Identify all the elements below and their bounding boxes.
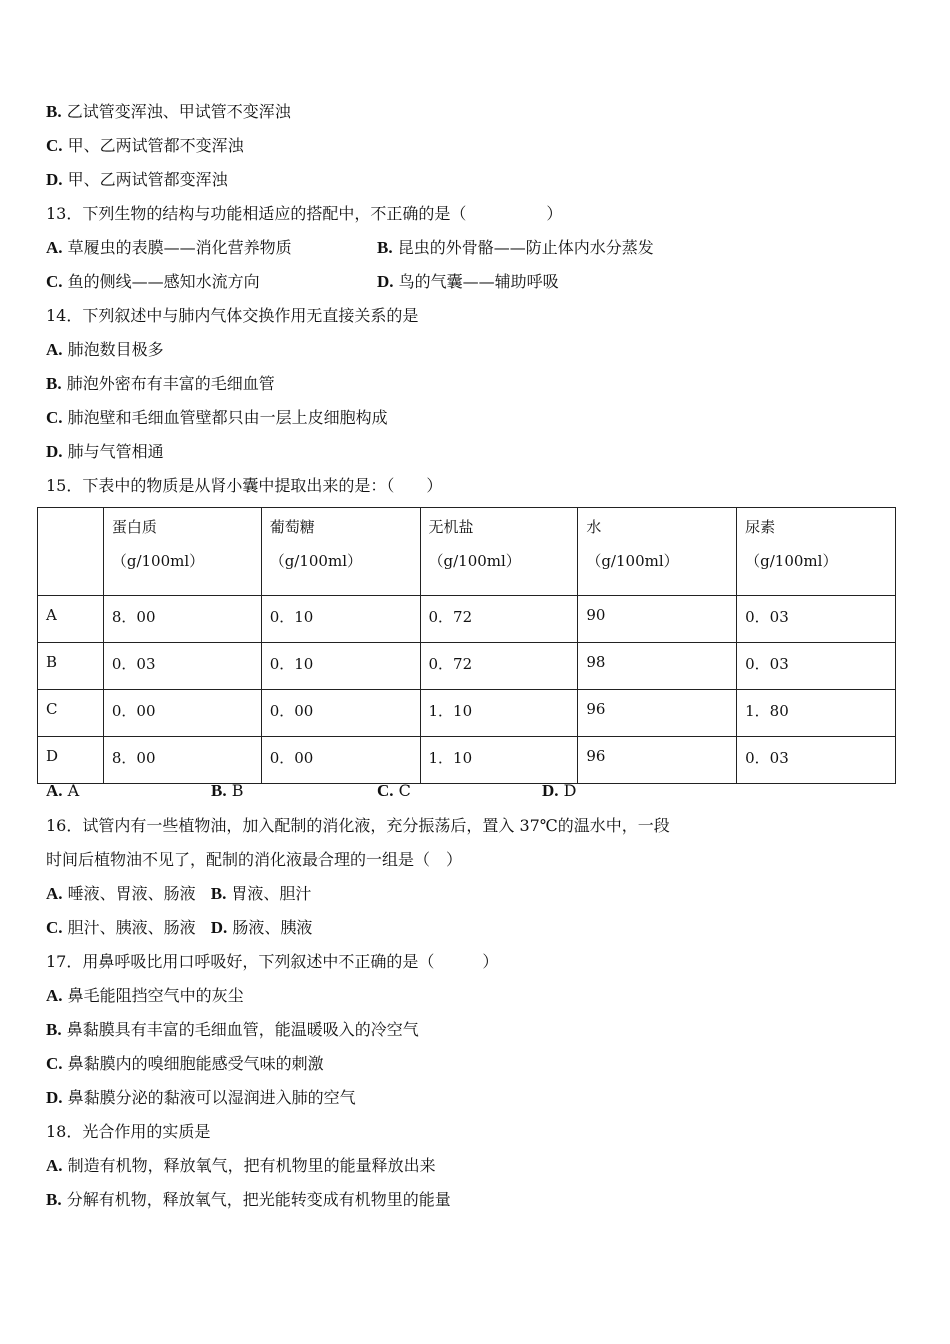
q16-stem-line2: 时间后植物油不见了，配制的消化液最合理的一组是（ ）	[46, 850, 463, 869]
option-text: 昆虫的外骨骼——防止体内水分蒸发	[397, 238, 654, 257]
option-text: 肠液、胰液	[232, 918, 313, 937]
q13-option-b	[377, 237, 654, 259]
q15-option-c	[377, 780, 411, 802]
q14-option-c	[46, 407, 388, 429]
option-letter: C.	[46, 1054, 63, 1073]
option-text: 肺泡壁和毛细血管壁都只由一层上皮细胞构成	[67, 408, 388, 427]
option-text: 制造有机物，释放氧气，把有机物里的能量释放出来	[67, 1156, 436, 1175]
table-cell: 0．03	[737, 596, 896, 643]
option-text: C	[398, 781, 411, 800]
table-cell: 96	[578, 690, 737, 737]
table-cell: C	[38, 690, 104, 737]
table-header-cell: 水 （g/100ml）	[578, 508, 737, 596]
table-cell: B	[38, 643, 104, 690]
option-text: 鱼的侧线——感知水流方向	[67, 272, 260, 291]
q17-stem: 17．用鼻呼吸比用口呼吸好，下列叙述中不正确的是（ ）	[46, 952, 499, 971]
q18-option-a	[46, 1155, 436, 1177]
option-letter: A.	[46, 1156, 63, 1175]
q17-option-b	[46, 1019, 419, 1041]
q12-option-b	[46, 101, 291, 123]
q14-option-d	[46, 441, 164, 463]
option-letter: A.	[46, 340, 63, 359]
q16-options-row1	[46, 883, 311, 905]
option-text: D	[563, 781, 577, 800]
option-letter: B.	[46, 1020, 62, 1039]
option-text: 胃液、胆汁	[231, 884, 312, 903]
q15-option-a	[46, 780, 79, 802]
table-cell: 0．10	[261, 596, 420, 643]
q13-stem: 13．下列生物的结构与功能相适应的搭配中，不正确的是（ ）	[46, 204, 563, 223]
table-cell: 1．10	[420, 737, 578, 784]
q18-stem: 18．光合作用的实质是	[46, 1122, 211, 1141]
option-text: 分解有机物，释放氧气，把光能转变成有机物里的能量	[66, 1190, 451, 1209]
q12-option-c	[46, 135, 244, 157]
option-letter: B.	[210, 884, 227, 903]
table-header-cell: 葡萄糖 （g/100ml）	[261, 508, 420, 596]
option-letter: D.	[542, 781, 559, 800]
option-letter: B.	[46, 1190, 62, 1209]
option-text: 乙试管变浑浊、甲试管不变浑浊	[66, 102, 291, 121]
option-letter: C.	[377, 781, 394, 800]
q14-option-b	[46, 373, 275, 395]
q16-stem-line1: 16．试管内有一些植物油，加入配制的消化液，充分振荡后，置入 37℃的温水中，一段	[46, 816, 670, 835]
table-cell: 0．00	[261, 690, 420, 737]
q14-option-a	[46, 339, 164, 361]
option-letter: C.	[46, 918, 63, 937]
option-text: 肺与气管相通	[67, 442, 164, 461]
option-letter: A.	[46, 781, 63, 800]
table-cell: 0．03	[737, 737, 896, 784]
option-text: 鸟的气囊——辅助呼吸	[398, 272, 559, 291]
option-letter: A.	[46, 884, 63, 903]
option-text: 肺泡数目极多	[67, 340, 164, 359]
table-cell: 0．10	[261, 643, 420, 690]
table-cell: 0．03	[737, 643, 896, 690]
q18-option-b	[46, 1189, 451, 1211]
option-text: 鼻黏膜分泌的黏液可以湿润进入肺的空气	[67, 1088, 356, 1107]
q15-option-d	[542, 780, 576, 802]
table-header-cell	[38, 508, 104, 596]
table-cell: 8．00	[103, 737, 261, 784]
table-header-cell: 蛋白质 （g/100ml）	[103, 508, 261, 596]
option-text: 甲、乙两试管都变浑浊	[67, 170, 228, 189]
table-cell: 0．00	[103, 690, 261, 737]
option-letter: B.	[377, 238, 393, 257]
table-cell: A	[38, 596, 104, 643]
option-text: 鼻黏膜内的嗅细胞能感受气味的刺激	[67, 1054, 324, 1073]
option-letter: D.	[46, 442, 63, 461]
q13-option-c	[46, 271, 260, 293]
q12-option-d	[46, 169, 228, 191]
q13-option-a	[46, 237, 292, 259]
table-cell: 1．80	[737, 690, 896, 737]
q15-table	[37, 507, 896, 784]
table-cell: D	[38, 737, 104, 784]
q17-option-a	[46, 985, 244, 1007]
table-cell: 98	[578, 643, 737, 690]
q14-stem: 14．下列叙述中与肺内气体交换作用无直接关系的是	[46, 306, 419, 325]
q13-option-d	[377, 271, 559, 293]
table-row	[38, 596, 896, 643]
option-text: 胆汁、胰液、肠液	[67, 918, 196, 937]
option-letter: C.	[46, 272, 63, 291]
table-cell: 1．10	[420, 690, 578, 737]
option-text: 肺泡外密布有丰富的毛细血管	[66, 374, 275, 393]
option-letter: D.	[46, 170, 63, 189]
table-cell: 8．00	[103, 596, 261, 643]
table-row	[38, 737, 896, 784]
q17-option-c	[46, 1053, 324, 1075]
q15-option-b	[211, 780, 243, 802]
table-cell: 0．00	[261, 737, 420, 784]
table-cell: 0．03	[103, 643, 261, 690]
option-letter: B.	[46, 102, 62, 121]
table-row	[38, 690, 896, 737]
option-letter: C.	[46, 408, 63, 427]
option-letter: D.	[377, 272, 394, 291]
option-letter: D.	[210, 918, 228, 937]
option-letter: B.	[211, 781, 227, 800]
option-text: 鼻毛能阻挡空气中的灰尘	[67, 986, 244, 1005]
option-text: B	[231, 781, 244, 800]
option-text: 唾液、胃液、肠液	[67, 884, 196, 903]
option-letter: A.	[46, 986, 63, 1005]
option-letter: B.	[46, 374, 62, 393]
q17-option-d	[46, 1087, 356, 1109]
option-text: 鼻黏膜具有丰富的毛细血管，能温暖吸入的冷空气	[66, 1020, 419, 1039]
table-cell: 0．72	[420, 643, 578, 690]
q15-stem: 15．下表中的物质是从肾小囊中提取出来的是：（ ）	[46, 476, 443, 495]
table-cell: 90	[578, 596, 737, 643]
table-cell: 96	[578, 737, 737, 784]
option-text: 甲、乙两试管都不变浑浊	[67, 136, 244, 155]
table-header-cell: 无机盐 （g/100ml）	[420, 508, 578, 596]
table-row	[38, 643, 896, 690]
table-cell: 0．72	[420, 596, 578, 643]
option-letter: D.	[46, 1088, 63, 1107]
q16-options-row2	[46, 917, 312, 939]
option-letter: C.	[46, 136, 63, 155]
table-header-cell: 尿素 （g/100ml）	[737, 508, 896, 596]
table-header-row	[38, 508, 896, 596]
option-text: A	[67, 781, 80, 800]
option-text: 草履虫的表膜——消化营养物质	[67, 238, 292, 257]
option-letter: A.	[46, 238, 63, 257]
